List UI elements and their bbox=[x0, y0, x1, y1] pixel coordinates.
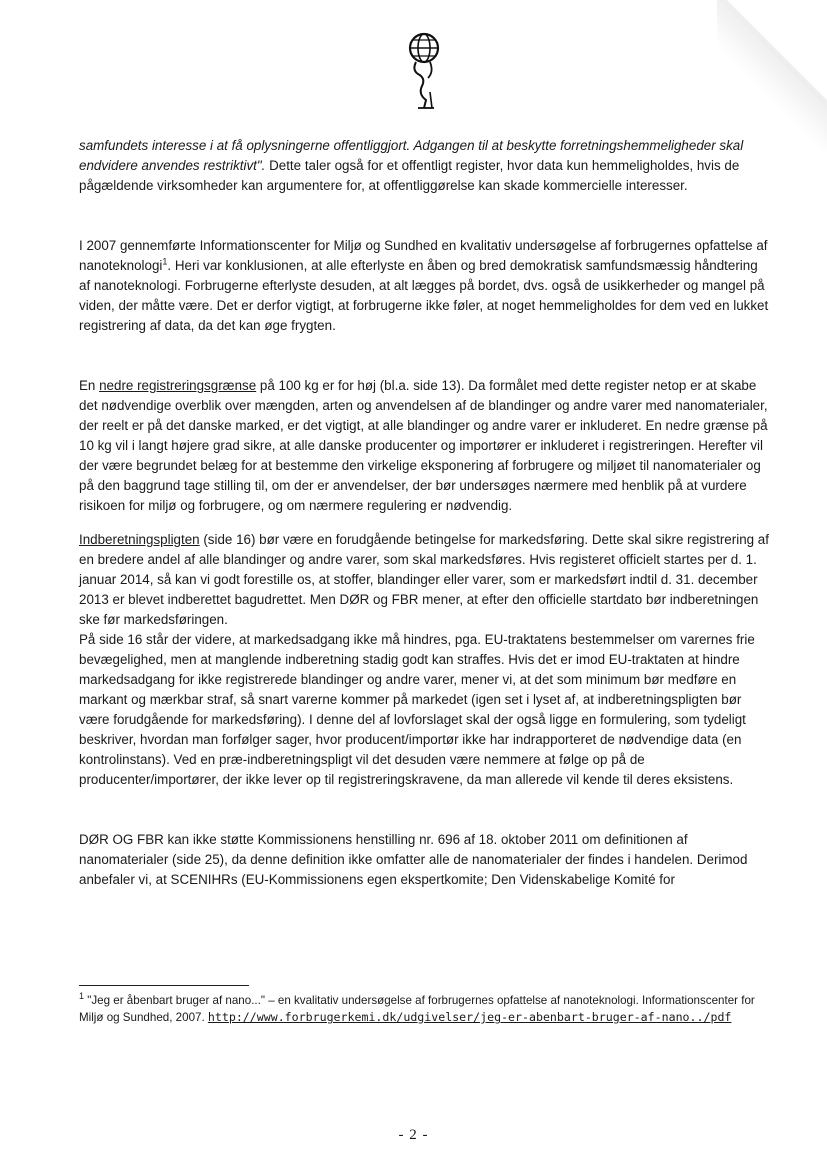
paragraph-survey bbox=[79, 236, 771, 336]
paragraph-reporting-duty bbox=[79, 530, 771, 630]
footnote-marker: 1 bbox=[79, 991, 85, 1002]
paragraph-text: (side 16) bør være en forudgående betingelse for markedsføring. Dette skal sikre registrering af en bredere andel af alle blandinger og andre varer, som skal markedsføres. Hvis registeret officielt startes per d. 1. januar 2014, så kan vi godt forestille os, at stoffer, blandinger eller varer, som er markedsført indtil d. 31. december 2013 er blevet indberettet bagudrettet. Men DØR og FBR mener, at efter den officielle startdato bør indberetningen ske før markedsføringen. bbox=[79, 532, 769, 627]
paragraph-text: Dette taler også for et offentligt register, hvor data kun hemmeligholdes, hvis de pågældende virksomheder kan argumentere for, at offentliggørelse kan skade kommercielle interesser. bbox=[79, 158, 740, 193]
quoted-text: samfundets interesse i at få oplysningerne offentliggjort. Adgangen til at beskytte forretningshemmeligheder skal endvidere anvendes restriktivt". bbox=[79, 138, 744, 173]
document-body bbox=[79, 136, 771, 890]
paragraph-text: I 2007 gennemførte Informationscenter for Miljø og Sundhed en kvalitativ undersøgelse af forbrugernes opfattelse af nanoteknologi bbox=[79, 238, 768, 273]
paragraph-text: på 100 kg er for høj (bl.a. side 13). Da formålet med dette register netop er at skabe det nødvendige overblik over mængden, arten og anvendelsen af de blandinger og andre varer med nanomaterialer, der reelt er på det danske marked, er det vigtigt, at alle blandinger og andre varer er inkluderet. En nedre grænse på 10 kg vil i langt højere grad sikre, at alle danske producenter og importører er inkluderet i registreringen. Herefter vil der være begrundet belæg for at bestemme den virkelige eksponering af forbrugere og miljøet til nanomaterialer og på den baggrund tage stilling til, om der er anvendelser, der bør undersøges nærmere med henblik på at vurdere risikoen for miljø og forbrugere, og om nærmere regulering er nødvendig. bbox=[79, 378, 768, 513]
paragraph-market-access: På side 16 står der videre, at markedsadgang ikke må hindres, pga. EU-traktatens bestemmelser om varernes frie bevægelighed, men at manglende indberetning stadig godt kan straffes. Hvis det er imod EU-traktaten at hindre markedsadgang for ikke registrerede blandinger og andre varer, mener vi, at det som minimum bør medføre en markant og mærkbar straf, så snart varerne kommer på markedet (igen set i lyset af, at indberetningspligten bør være forudgående for markedsføring). I denne del af lovforslaget skal der også ligge en formulering, som tydeligt beskriver, hvordan man forfølger sager, hvor producent/importør ikke har indrapporteret de nødvendige data (en kontrolinstans). Ved en præ-indberetningspligt vil det desuden være nemmere at følge op på de producenter/importører, der ikke lever op til registreringskravene, da man allerede vil kende til deres eksistens. bbox=[79, 632, 755, 787]
globe-figure-icon bbox=[396, 30, 452, 114]
footnote-link[interactable]: http://www.forbrugerkemi.dk/udgivelser/jeg-er-abenbart-bruger-af-nano../pdf bbox=[207, 1010, 732, 1024]
paragraph-definition: DØR OG FBR kan ikke støtte Kommissionens henstilling nr. 696 af 18. oktober 2011 om definitionen af nanomaterialer (side 25), da denne definition ikke omfatter alle de nanomaterialer der findes i handelen. Derimod anbefaler vi, at SCENIHRs (EU-Kommissionens egen ekspertkomite; Den Videnskabelige Komité for bbox=[79, 832, 748, 887]
paragraph-text: . Heri var konklusionen, at alle efterlyste en åben og bred demokratisk samfundsmæssig håndtering af nanoteknologi. Forbrugerne efterlyste desuden, at alt lægges på bordet, dvs. også de usikkerheder og mangel på viden, der måtte være. Det er derfor vigtigt, at forbrugerne ikke føler, at noget hemmeligholdes for dem ved en lukket registrering af data, da det kan øge frygten. bbox=[79, 258, 769, 333]
paragraph-text: En bbox=[79, 378, 100, 393]
underlined-term: Indberetningspligten bbox=[79, 532, 200, 547]
paragraph-threshold bbox=[79, 376, 771, 516]
footnote-text: "Jeg er åbenbart bruger af nano..." – en kvalitativ undersøgelse af forbrugernes opfattelse af nanoteknologi. Informationscenter for Miljø og Sundhed, 2007. bbox=[79, 994, 755, 1024]
underlined-term: nedre registreringsgrænse bbox=[99, 378, 257, 393]
page-corner-fold bbox=[717, 0, 827, 150]
paragraph-confidentiality bbox=[79, 136, 771, 196]
footnote-divider bbox=[79, 985, 249, 986]
footnote-ref[interactable]: 1 bbox=[162, 256, 168, 267]
page-number: - 2 - bbox=[398, 1127, 429, 1143]
footnote bbox=[79, 992, 771, 1026]
